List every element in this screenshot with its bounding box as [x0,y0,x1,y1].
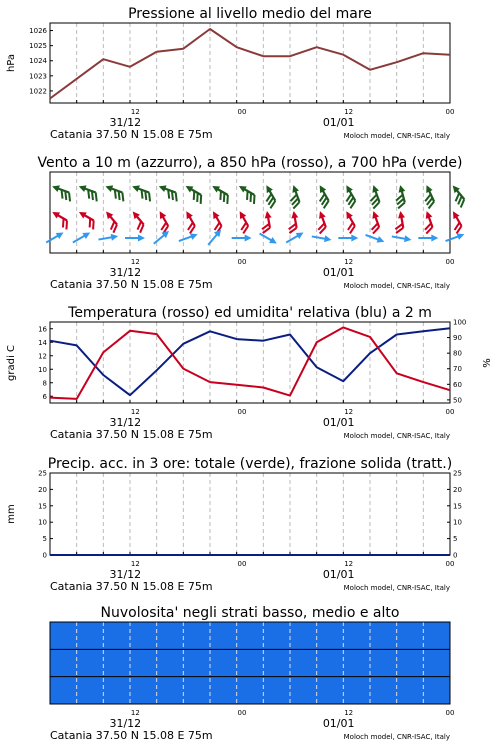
wind-10m-arrow-head [404,235,412,243]
wind-850-barb-head [183,210,193,220]
wind-700-barb-feather [146,192,152,201]
precipitation-y-tick-label: 10 [38,518,47,527]
pressure-panel [6,6,454,141]
wind-10m-arrow-head [351,235,358,242]
precipitation-credit-label: Moloch model, CNR-ISAC, Italy [343,584,450,592]
cloud-cell-medio [317,649,344,676]
temperature-y-tick-label: 10 [38,365,47,374]
cloud-cell-basso [343,677,370,704]
humidity-y2-tick-label: 50 [453,396,462,405]
wind-date-label: 31/12 [109,266,142,279]
precipitation-time-tick-label: 00 [237,560,247,568]
wind-850-barb-head [264,210,272,218]
wind-10m-arrow [444,231,465,244]
cloud-cell-alto [77,622,104,649]
pressure-time-tick-label: 00 [237,108,247,116]
wind-850-barb-head [51,209,61,219]
precipitation-right-y2-tick-label: 15 [453,502,462,511]
wind-10m-arrow-shaft [98,237,113,240]
wind-700-barb [339,184,360,209]
wind-700-barb-head [397,184,406,193]
wind-time-tick-label: 00 [237,258,247,266]
wind-850-barb-head [157,210,167,220]
wind-10m-arrow-shaft [312,236,327,239]
pressure-y-tick-label: 1026 [29,27,47,36]
pressure-y-tick-label: 1024 [29,57,47,66]
precipitation-y-tick-label: 25 [38,469,47,478]
pressure-y-tick-label: 1025 [29,42,47,51]
clouds-time-tick-label: 00 [445,709,455,717]
wind-10m-arrow-head [56,229,66,239]
humidity-y2-tick-label: 70 [453,365,462,374]
precipitation-y-tick-label: 15 [38,502,47,511]
humidity-y2-tick-label: 90 [453,334,462,343]
wind-10m-arrow-shaft [154,234,165,244]
wind-700-barb-head [184,183,194,193]
wind-700-barb-head [317,184,327,194]
wind-10m-arrow-shaft [179,236,193,241]
precipitation-right-y2-tick-label: 20 [453,485,462,494]
wind-700-barb-feather [93,192,99,201]
wind-700-barb-head [158,183,167,192]
wind-700-barb-head [343,184,353,194]
wind-700-barb-head [370,184,379,193]
wind-700-barb [182,183,207,204]
wind-700-barb [103,183,128,201]
wind-850-barb [286,210,301,233]
wind-time-tick-label: 00 [445,258,455,266]
clouds-location-label: Catania 37.50 N 15.08 E 75m [50,729,213,742]
cloud-cell-basso [183,677,210,704]
wind-frame [50,172,450,253]
wind-850-barb [419,210,437,234]
pressure-date-label: 31/12 [109,116,142,129]
wind-850-barb [179,210,199,234]
wind-700-barb-head [131,183,140,192]
cloud-cell-medio [210,649,237,676]
precipitation-title: Precip. acc. in 3 ore: totale (verde), frazione solida (tratt.) [47,456,453,472]
cloud-cell-alto [370,622,397,649]
humidity-y2-tick-label: 80 [453,349,462,358]
wind-700-barb-feather [120,192,126,201]
cloud-cell-alto [210,622,237,649]
wind-10m-arrow [258,230,279,246]
wind-10m-arrow [125,235,145,242]
wind-700-barb [366,184,384,209]
precipitation-time-tick-label: 00 [445,560,455,568]
pressure-date-label: 01/01 [322,116,355,129]
clouds-date-label: 01/01 [322,717,355,730]
cloud-cell-alto [317,622,344,649]
wind-10m-arrow-shaft [46,235,59,243]
wind-700-barb [49,183,74,201]
cloud-cell-alto [397,622,424,649]
cloud-cell-alto [183,622,210,649]
cloud-cell-alto [157,622,184,649]
wind-10m-arrow-head [269,237,279,247]
cloud-cell-alto [50,622,77,649]
wind-700-barb-head [290,184,299,193]
pressure-credit-label: Moloch model, CNR-ISAC, Italy [343,132,450,140]
wind-10m-arrow [152,228,172,246]
wind-850-barb [233,210,253,234]
wind-10m-arrow-head [82,229,92,239]
temperature-y-axis-label: gradi C [6,345,17,381]
temperature-time-tick-label: 00 [445,408,455,416]
wind-700-barb [76,183,101,201]
cloud-cell-medio [370,649,397,676]
wind-700-barb-feather [173,192,179,201]
cloud-cell-medio [50,649,77,676]
pressure-time-tick-label: 12 [130,108,140,116]
cloud-cell-basso [317,677,344,704]
cloud-cell-medio [103,649,130,676]
wind-850-barb-head [423,210,432,219]
cloud-cell-alto [237,622,264,649]
cloud-cell-medio [290,649,317,676]
wind-700-barb [286,184,304,209]
wind-time-tick-label: 12 [344,258,354,266]
temperature-time-tick-label: 00 [237,408,247,416]
cloud-cell-basso [397,677,424,704]
wind-700-barb [156,183,181,201]
cloud-cell-medio [157,649,184,676]
wind-title: Vento a 10 m (azzurro), a 850 hPa (rosso), a 700 hPa (verde) [37,155,463,171]
precipitation-right-y2-tick-label: 25 [453,469,462,478]
clouds-date-label: 31/12 [109,717,142,730]
clouds-time-tick-label: 12 [130,709,140,717]
wind-850-barb-head [237,210,247,220]
wind-850-barb [259,210,274,233]
wind-10m-arrow-head [324,235,332,243]
pressure-series-line [50,29,450,99]
wind-10m-arrow-head [377,236,386,245]
wind-850-barb-head [370,210,379,219]
cloud-cell-medio [397,649,424,676]
temperature-time-tick-label: 12 [344,408,354,416]
wind-700-barb-head [104,183,113,192]
cloud-cell-medio [423,649,450,676]
cloud-cell-medio [343,649,370,676]
cloud-cell-basso [50,677,77,704]
cloud-cell-medio [263,649,290,676]
clouds-panel [50,605,454,742]
precipitation-y-tick-label: 5 [42,535,47,544]
wind-10m-arrow-shaft [260,234,273,242]
wind-10m-arrow [206,227,224,247]
wind-700-barb [313,184,334,209]
cloud-cell-medio [183,649,210,676]
temperature-time-tick-label: 12 [130,408,140,416]
precipitation-location-label: Catania 37.50 N 15.08 E 75m [50,580,213,593]
wind-850-barb [206,210,226,234]
pressure-frame [50,23,450,103]
cloud-cell-basso [130,677,157,704]
precipitation-right-y2-tick-label: 5 [453,535,458,544]
wind-10m-arrow-head [245,235,252,242]
temperature-credit-label: Moloch model, CNR-ISAC, Italy [343,432,450,440]
wind-10m-arrow-head [431,235,438,242]
temperature-location-label: Catania 37.50 N 15.08 E 75m [50,428,213,441]
clouds-credit-label: Moloch model, CNR-ISAC, Italy [343,733,450,741]
wind-10m-arrow-shaft [366,235,380,240]
wind-10m-arrow-head [296,229,306,239]
wind-850-barb-head [77,209,87,219]
cloud-cell-basso [370,677,397,704]
temperature-panel [6,305,493,441]
wind-10m-arrow-shaft [392,236,407,239]
clouds-time-tick-label: 12 [344,709,354,717]
wind-700-barb-head [78,183,87,192]
pressure-time-tick-label: 12 [344,108,354,116]
cloud-cell-medio [237,649,264,676]
pressure-location-label: Catania 37.50 N 15.08 E 75m [50,128,213,141]
humidity-y-axis-label: % [482,358,493,368]
wind-700-barb [208,183,233,204]
precipitation-date-label: 01/01 [322,568,355,581]
wind-10m-arrow [391,233,412,243]
precipitation-right-y2-tick-label: 10 [453,518,462,527]
precipitation-frame [50,473,450,555]
wind-850-barb [48,209,72,229]
wind-700-barb [235,183,260,204]
precipitation-time-tick-label: 12 [344,560,354,568]
wind-10m-arrow-shaft [286,235,299,243]
cloud-cell-alto [130,622,157,649]
wind-850-barb [446,210,466,234]
clouds-time-tick-label: 00 [237,709,247,717]
temperature-date-label: 31/12 [109,416,142,429]
cloud-cell-medio [77,649,104,676]
wind-850-barb-head [290,210,298,218]
wind-10m-arrow [232,235,252,242]
humidity-y2-tick-label: 100 [453,318,467,327]
wind-850-barb [153,210,173,234]
cloud-cell-basso [77,677,104,704]
temperature-title: Temperatura (rosso) ed umidita' relativa (blu) a 2 m [68,305,432,321]
wind-850-barb-head [343,210,353,220]
wind-10m-arrow [311,233,332,243]
wind-700-barb-head [51,183,60,192]
cloud-cell-basso [237,677,264,704]
precipitation-date-label: 31/12 [109,568,142,581]
cloud-cell-basso [263,677,290,704]
wind-850-barb-head [397,210,405,218]
precipitation-y-axis-label: mm [6,504,17,524]
cloud-cell-alto [290,622,317,649]
wind-credit-label: Moloch model, CNR-ISAC, Italy [343,282,450,290]
cloud-cell-basso [103,677,130,704]
pressure-title: Pressione al livello medio del mare [128,6,372,22]
wind-10m-arrow-head [111,233,119,241]
wind-700-barb [392,184,409,208]
precipitation-y-tick-label: 20 [38,485,47,494]
wind-10m-arrow [44,229,65,245]
wind-850-barb [75,209,99,229]
cloud-cell-basso [423,677,450,704]
pressure-y-tick-label: 1022 [29,87,47,96]
wind-700-barb-feather [66,192,72,201]
wind-location-label: Catania 37.50 N 15.08 E 75m [50,278,213,291]
wind-700-barb [419,184,439,209]
wind-700-barb [129,183,154,201]
wind-time-tick-label: 12 [130,258,140,266]
wind-10m-arrow [71,229,92,245]
wind-850-barb [339,210,359,234]
precipitation-time-tick-label: 12 [130,560,140,568]
wind-850-barb-head [210,210,220,220]
wind-850-barb-head [450,210,460,220]
wind-panel [37,155,469,291]
wind-700-barb-head [423,184,432,193]
temperature-date-label: 01/01 [322,416,355,429]
pressure-time-tick-label: 00 [445,108,455,116]
cloud-cell-alto [263,622,290,649]
wind-850-barb [366,210,384,234]
wind-700-barb [259,184,280,209]
wind-10m-arrow [178,231,199,244]
temperature-y-tick-label: 6 [42,392,47,401]
temperature-y-tick-label: 8 [42,379,47,388]
cloud-cell-alto [423,622,450,649]
pressure-y-axis-label: hPa [6,53,17,73]
wind-date-label: 01/01 [322,266,355,279]
wind-10m-arrow [418,235,438,242]
clouds-title: Nuvolosita' negli strati basso, medio e alto [100,605,400,621]
temperature-y-tick-label: 16 [38,325,47,334]
wind-700-barb-head [237,183,247,193]
wind-10m-arrow [98,233,119,243]
wind-850-barb [392,210,407,233]
wind-850-barb [312,210,330,234]
cloud-cell-basso [290,677,317,704]
temperature-y-tick-label: 12 [38,352,47,361]
wind-10m-arrow-shaft [446,236,460,241]
wind-700-barb-head [263,184,273,194]
cloud-cell-basso [157,677,184,704]
precipitation-right-y2-tick-label: 0 [453,551,458,560]
wind-10m-arrow [284,229,305,245]
wind-10m-arrow [364,232,385,245]
wind-850-barb-head [317,210,326,219]
cloud-cell-basso [210,677,237,704]
pressure-y-tick-label: 1023 [29,72,47,81]
precipitation-y-tick-label: 0 [42,551,47,560]
cloud-cell-alto [343,622,370,649]
wind-10m-arrow-head [138,235,145,242]
temperature-y-tick-label: 14 [38,338,47,347]
wind-10m-arrow [338,235,358,242]
cloud-cell-medio [130,649,157,676]
precipitation-panel [6,456,462,593]
humidity-y2-tick-label: 60 [453,380,462,389]
cloud-cell-alto [103,622,130,649]
wind-10m-arrow-shaft [73,235,86,243]
wind-700-barb-head [211,183,221,193]
